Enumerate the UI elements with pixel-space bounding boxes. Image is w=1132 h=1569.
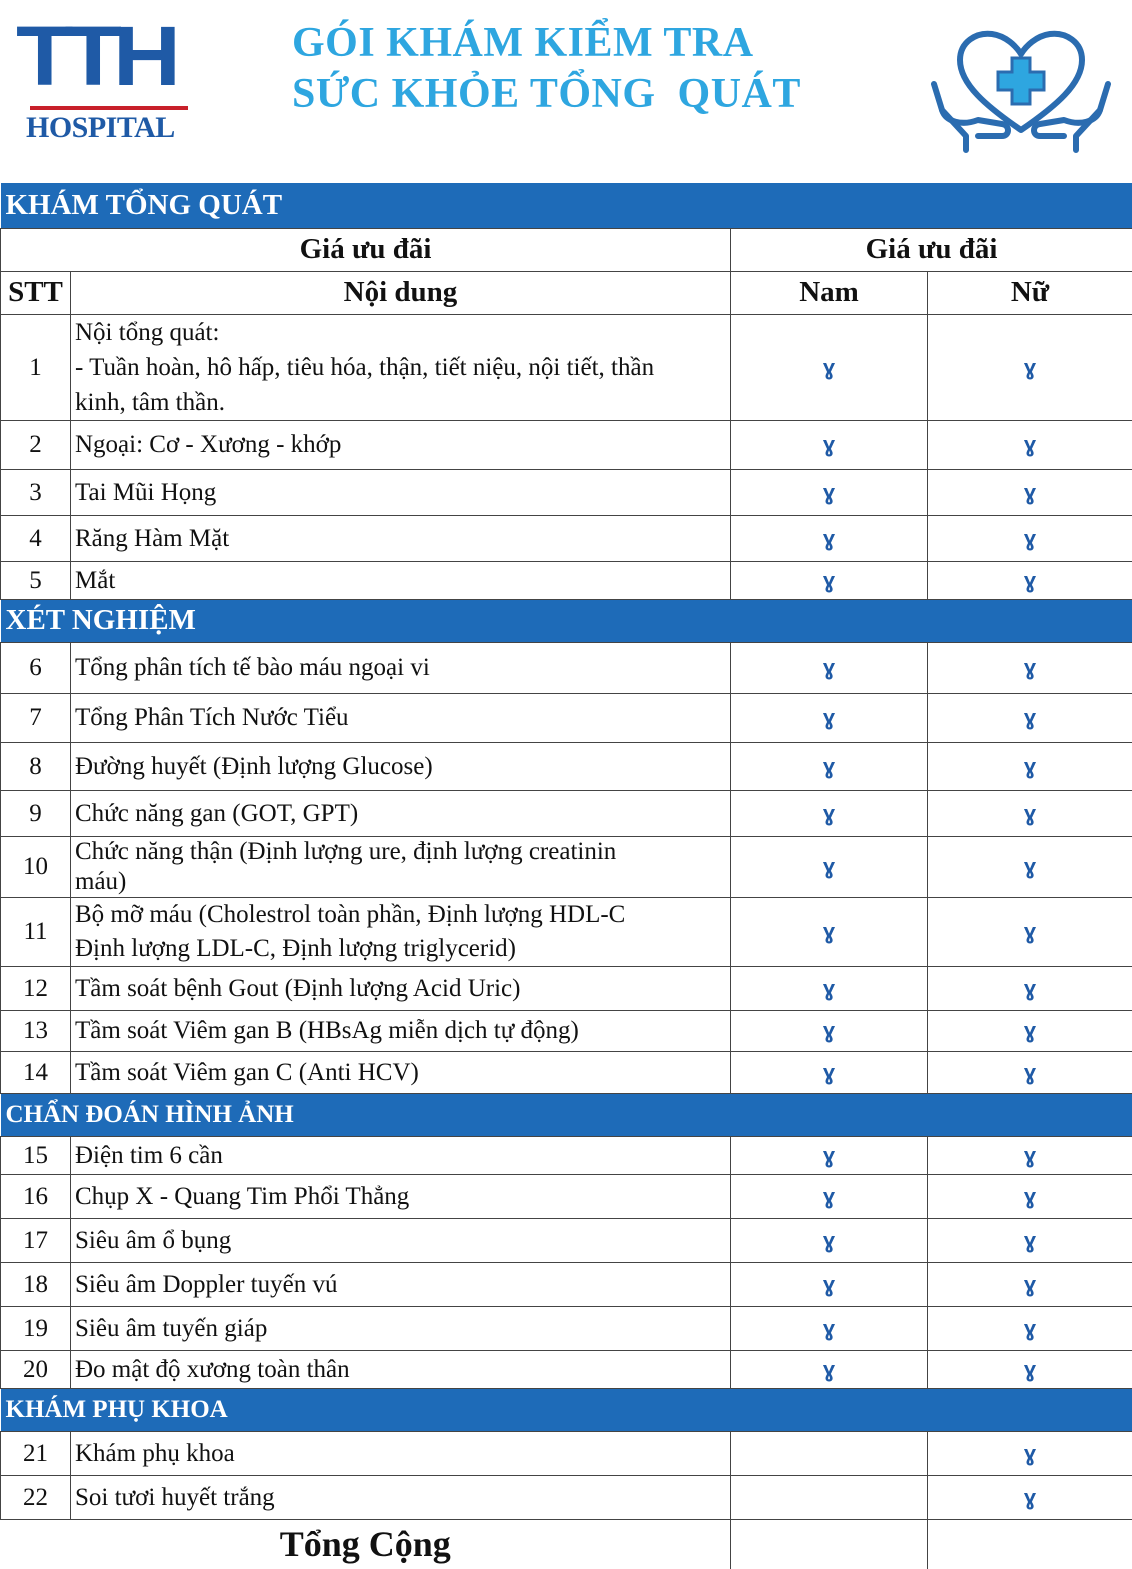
total-male-value xyxy=(731,1519,928,1569)
female-check-icon: ɣ xyxy=(928,1262,1132,1306)
male-check-icon: ɣ xyxy=(731,742,928,790)
female-check-icon: ɣ xyxy=(928,469,1132,515)
section-title: CHẨN ĐOÁN HÌNH ẢNH xyxy=(1,1093,1132,1136)
row-number: 7 xyxy=(1,693,71,742)
section-header xyxy=(1,599,1132,642)
table-row xyxy=(1,1010,1132,1051)
table-row xyxy=(1,1136,1132,1174)
female-check-icon: ɣ xyxy=(928,1475,1132,1519)
female-check-icon: ɣ xyxy=(928,1218,1132,1262)
male-check-icon: ɣ xyxy=(731,1218,928,1262)
male-check-icon: ɣ xyxy=(731,897,928,966)
table-row xyxy=(1,742,1132,790)
table-row xyxy=(1,1051,1132,1093)
female-check-icon: ɣ xyxy=(928,790,1132,836)
table-row xyxy=(1,1174,1132,1218)
table-row xyxy=(1,836,1132,897)
header-price-right: Giá ưu đãi xyxy=(731,228,1132,271)
page-title-line2: SỨC KHỎE TỔNG QUÁT xyxy=(292,69,801,120)
row-content: Mắt xyxy=(71,561,731,599)
row-content: Siêu âm Doppler tuyến vú xyxy=(71,1262,731,1306)
section-title: XÉT NGHIỆM xyxy=(1,599,1132,642)
row-content: Tai Mũi Họng xyxy=(71,469,731,515)
row-number: 3 xyxy=(1,469,71,515)
table-row xyxy=(1,1306,1132,1350)
table-row xyxy=(1,642,1132,693)
health-package-table xyxy=(0,183,1132,1569)
male-check-icon xyxy=(731,1431,928,1475)
col-female: Nữ xyxy=(928,271,1132,314)
female-check-icon: ɣ xyxy=(928,1010,1132,1051)
row-content: Tổng Phân Tích Nước Tiểu xyxy=(71,693,731,742)
row-number: 20 xyxy=(1,1350,71,1388)
female-check-icon: ɣ xyxy=(928,561,1132,599)
row-number: 19 xyxy=(1,1306,71,1350)
female-check-icon: ɣ xyxy=(928,836,1132,897)
row-content: Tổng phân tích tế bào máu ngoại vi xyxy=(71,642,731,693)
male-check-icon: ɣ xyxy=(731,561,928,599)
female-check-icon: ɣ xyxy=(928,966,1132,1010)
total-row xyxy=(1,1519,1132,1569)
col-content: Nội dung xyxy=(71,271,731,314)
row-content: Đo mật độ xương toàn thân xyxy=(71,1350,731,1388)
header-price-left: Giá ưu đãi xyxy=(1,228,731,271)
table-row xyxy=(1,1262,1132,1306)
male-check-icon: ɣ xyxy=(731,1136,928,1174)
row-number: 14 xyxy=(1,1051,71,1093)
male-check-icon: ɣ xyxy=(731,1350,928,1388)
row-number: 1 xyxy=(1,314,71,420)
row-content: Bộ mỡ máu (Cholestrol toàn phần, Định lượng HDL-C Định lượng LDL-C, Định lượng triglycerid) xyxy=(71,897,731,966)
row-number: 12 xyxy=(1,966,71,1010)
row-content: Siêu âm ổ bụng xyxy=(71,1218,731,1262)
row-number: 22 xyxy=(1,1475,71,1519)
female-check-icon: ɣ xyxy=(928,1136,1132,1174)
table-row xyxy=(1,897,1132,966)
section-title: KHÁM PHỤ KHOA xyxy=(1,1388,1132,1431)
female-check-icon: ɣ xyxy=(928,1051,1132,1093)
male-check-icon: ɣ xyxy=(731,314,928,420)
price-header-row xyxy=(1,228,1132,271)
male-check-icon: ɣ xyxy=(731,1174,928,1218)
male-check-icon: ɣ xyxy=(731,790,928,836)
table-row xyxy=(1,790,1132,836)
male-check-icon: ɣ xyxy=(731,1262,928,1306)
section-header xyxy=(1,183,1132,228)
table-row xyxy=(1,1475,1132,1519)
logo-divider xyxy=(30,106,188,110)
row-content: Tầm soát bệnh Gout (Định lượng Acid Uric) xyxy=(71,966,731,1010)
section-title: KHÁM TỔNG QUÁT xyxy=(1,183,1132,228)
female-check-icon: ɣ xyxy=(928,742,1132,790)
row-content: Tầm soát Viêm gan B (HBsAg miễn dịch tự động) xyxy=(71,1010,731,1051)
page-title xyxy=(292,18,801,120)
table-row xyxy=(1,693,1132,742)
heart-cross-hands-icon xyxy=(926,26,1116,154)
table-row xyxy=(1,1350,1132,1388)
section-header xyxy=(1,1093,1132,1136)
row-number: 6 xyxy=(1,642,71,693)
female-check-icon: ɣ xyxy=(928,1431,1132,1475)
column-header-row xyxy=(1,271,1132,314)
row-number: 5 xyxy=(1,561,71,599)
row-content: Đường huyết (Định lượng Glucose) xyxy=(71,742,731,790)
table-row xyxy=(1,1431,1132,1475)
row-number: 15 xyxy=(1,1136,71,1174)
row-content: Soi tươi huyết trắng xyxy=(71,1475,731,1519)
table-row xyxy=(1,515,1132,561)
page-title-line1: GÓI KHÁM KIỂM TRA xyxy=(292,18,801,69)
row-number: 2 xyxy=(1,420,71,469)
male-check-icon: ɣ xyxy=(731,836,928,897)
male-check-icon: ɣ xyxy=(731,469,928,515)
row-content: Siêu âm tuyến giáp xyxy=(71,1306,731,1350)
hospital-logo xyxy=(16,20,191,132)
female-check-icon: ɣ xyxy=(928,1174,1132,1218)
table-row xyxy=(1,966,1132,1010)
row-number: 21 xyxy=(1,1431,71,1475)
row-content: Khám phụ khoa xyxy=(71,1431,731,1475)
logo-subtitle: HOSPITAL xyxy=(26,112,175,144)
total-female-value xyxy=(928,1519,1132,1569)
table-row xyxy=(1,469,1132,515)
row-number: 8 xyxy=(1,742,71,790)
table-row xyxy=(1,420,1132,469)
row-content: Chức năng gan (GOT, GPT) xyxy=(71,790,731,836)
male-check-icon xyxy=(731,1475,928,1519)
row-number: 17 xyxy=(1,1218,71,1262)
male-check-icon: ɣ xyxy=(731,966,928,1010)
table-row xyxy=(1,314,1132,420)
male-check-icon: ɣ xyxy=(731,1306,928,1350)
col-stt: STT xyxy=(1,271,71,314)
col-male: Nam xyxy=(731,271,928,314)
row-number: 13 xyxy=(1,1010,71,1051)
female-check-icon: ɣ xyxy=(928,1350,1132,1388)
table-row xyxy=(1,561,1132,599)
female-check-icon: ɣ xyxy=(928,693,1132,742)
logo-brand: TTH xyxy=(16,14,172,98)
row-content: Điện tim 6 cần xyxy=(71,1136,731,1174)
female-check-icon: ɣ xyxy=(928,897,1132,966)
female-check-icon: ɣ xyxy=(928,314,1132,420)
row-content: Răng Hàm Mặt xyxy=(71,515,731,561)
row-content: Chụp X - Quang Tim Phổi Thẳng xyxy=(71,1174,731,1218)
male-check-icon: ɣ xyxy=(731,420,928,469)
section-header xyxy=(1,1388,1132,1431)
male-check-icon: ɣ xyxy=(731,1051,928,1093)
row-number: 9 xyxy=(1,790,71,836)
female-check-icon: ɣ xyxy=(928,515,1132,561)
female-check-icon: ɣ xyxy=(928,420,1132,469)
row-content: Ngoại: Cơ - Xương - khớp xyxy=(71,420,731,469)
row-number: 11 xyxy=(1,897,71,966)
row-number: 10 xyxy=(1,836,71,897)
row-number: 4 xyxy=(1,515,71,561)
row-content: Chức năng thận (Định lượng ure, định lượng creatinin máu) xyxy=(71,836,731,897)
total-label: Tổng Cộng xyxy=(1,1519,731,1569)
row-content: Nội tổng quát: - Tuần hoàn, hô hấp, tiêu hóa, thận, tiết niệu, nội tiết, thần kinh, tâm thần. xyxy=(71,314,731,420)
row-number: 16 xyxy=(1,1174,71,1218)
row-number: 18 xyxy=(1,1262,71,1306)
male-check-icon: ɣ xyxy=(731,693,928,742)
male-check-icon: ɣ xyxy=(731,1010,928,1051)
female-check-icon: ɣ xyxy=(928,1306,1132,1350)
male-check-icon: ɣ xyxy=(731,642,928,693)
female-check-icon: ɣ xyxy=(928,642,1132,693)
row-content: Tầm soát Viêm gan C (Anti HCV) xyxy=(71,1051,731,1093)
male-check-icon: ɣ xyxy=(731,515,928,561)
table-row xyxy=(1,1218,1132,1262)
